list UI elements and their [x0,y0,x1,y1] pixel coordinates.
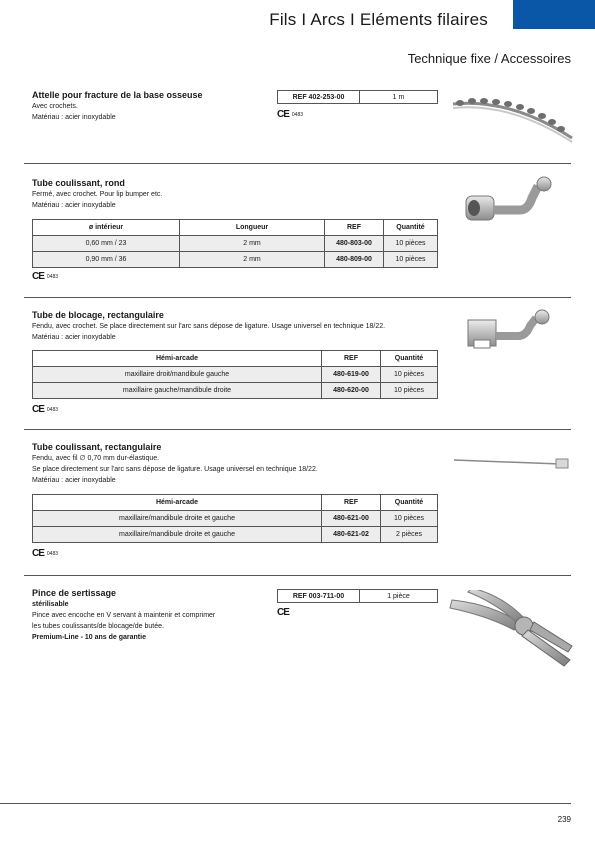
product-desc-line: Fendu, avec crochet. Se place directement sur l'arc sans dépose de ligature. Usage universel en technique 18/22. [32,323,386,330]
col-header: ø intérieur [33,220,180,236]
product-material-line: Matériau : acier inoxydable [32,334,116,341]
ref-table-attelle [277,90,438,104]
qty-cell: 1 m [360,91,438,104]
section-tube-rect [32,442,318,486]
table-cell: 0,90 mm / 36 [33,252,180,268]
product-desc-line: Fendu, avec fil ∅ 0,70 mm dur-élastique. [32,455,160,462]
product-material-line: Matériau : acier inoxydable [32,114,116,121]
qty-cell: 1 pièce [360,590,438,603]
product-title: Attelle pour fracture de la base osseuse [32,90,203,100]
ce-marking [277,110,303,120]
product-desc-line: Avec crochets. [32,103,78,110]
product-table-tube-blocage [32,350,438,399]
table-cell: 10 pièces [384,252,438,268]
product-desc-line: Se place directement sur l'arc sans dépose de ligature. Usage universel en technique 18/22. [32,466,318,473]
table-cell: 10 pièces [384,236,438,252]
ce-number: 0483 [46,551,59,557]
table-row [33,511,438,527]
section-pince [32,588,215,643]
ce-marking [32,405,58,415]
table-row [33,527,438,543]
table-cell: 480-619-00 [322,367,381,383]
product-desc-line: les tubes coulissants/de blocage/de butée. [32,623,164,630]
ce-logo: CE [277,109,289,120]
ce-marking [32,272,58,282]
tube-blocage-image [460,306,565,368]
ce-logo: CE [32,548,44,559]
table-cell: 480-620-00 [322,383,381,399]
product-table-tube-rect [32,494,438,543]
arch-bar-image [450,90,575,145]
footer-divider [0,803,571,804]
premium-note: Premium-Line - 10 ans de garantie [32,634,146,641]
table-cell: maxillaire gauche/mandibule droite [33,383,322,399]
col-header: Quantité [381,351,438,367]
table-cell: 480-803-00 [325,236,384,252]
chapter-title: Fils I Arcs I Eléments filaires [269,10,488,29]
ce-marking [32,549,58,559]
ref-cell: REF 402-253-00 [278,91,360,104]
table-cell: 10 pièces [381,367,438,383]
ce-number: 0483 [46,274,59,280]
table-cell: 480-621-02 [322,527,381,543]
col-header: Quantité [384,220,438,236]
col-header: REF [322,351,381,367]
col-header: Hémi-arcade [33,351,322,367]
ce-logo: CE [32,404,44,415]
product-material-line: Matériau : acier inoxydable [32,202,116,209]
ref-cell: REF 003-711-00 [278,590,360,603]
table-cell: 2 pièces [381,527,438,543]
col-header: REF [322,495,381,511]
section-divider [24,575,571,576]
section-tube-rond [32,178,162,211]
product-material-line: Matériau : acier inoxydable [32,477,116,484]
table-row [33,236,438,252]
col-header: Quantité [381,495,438,511]
table-cell: 0,60 mm / 23 [33,236,180,252]
table-cell: 480-621-00 [322,511,381,527]
chapter-color-tab [513,0,595,29]
ref-table-pince [277,589,438,603]
tube-rond-image [458,176,568,238]
table-cell: maxillaire droit/mandibule gauche [33,367,322,383]
col-header: REF [325,220,384,236]
table-row [33,367,438,383]
table-cell: 2 mm [180,252,325,268]
product-title: Tube de blocage, rectangulaire [32,310,164,320]
crimping-plier-image [448,590,576,670]
chapter-subtitle: Technique fixe / Accessoires [407,51,571,66]
col-header: Hémi-arcade [33,495,322,511]
table-cell: 10 pièces [381,383,438,399]
section-divider [24,163,571,164]
ce-marking [277,608,289,618]
product-title: Tube coulissant, rectangulaire [32,442,162,452]
product-title: Tube coulissant, rond [32,178,125,188]
product-desc-line: Pince avec encoche en V servant à maintenir et comprimer [32,612,216,619]
table-cell: maxillaire/mandibule droite et gauche [33,511,322,527]
table-cell: 480-809-00 [325,252,384,268]
table-row [33,252,438,268]
table-cell: 10 pièces [381,511,438,527]
product-subtitle: stérilisable [32,601,69,608]
section-attelle [32,90,203,123]
page-number: 239 [557,815,571,824]
table-cell: maxillaire/mandibule droite et gauche [33,527,322,543]
section-divider [24,429,571,430]
section-divider [24,297,571,298]
ce-number: 0483 [291,112,304,118]
table-row [33,383,438,399]
col-header: Longueur [180,220,325,236]
product-table-tube-rond [32,219,438,268]
product-desc-line: Fermé, avec crochet. Pour lip bumper etc. [32,191,163,198]
ce-logo: CE [32,271,44,282]
table-cell: 2 mm [180,236,325,252]
ce-number: 0483 [46,407,59,413]
section-tube-blocage [32,310,385,343]
tube-rect-image [452,452,574,474]
product-title: Pince de sertissage [32,588,117,598]
ce-logo: CE [277,607,289,618]
